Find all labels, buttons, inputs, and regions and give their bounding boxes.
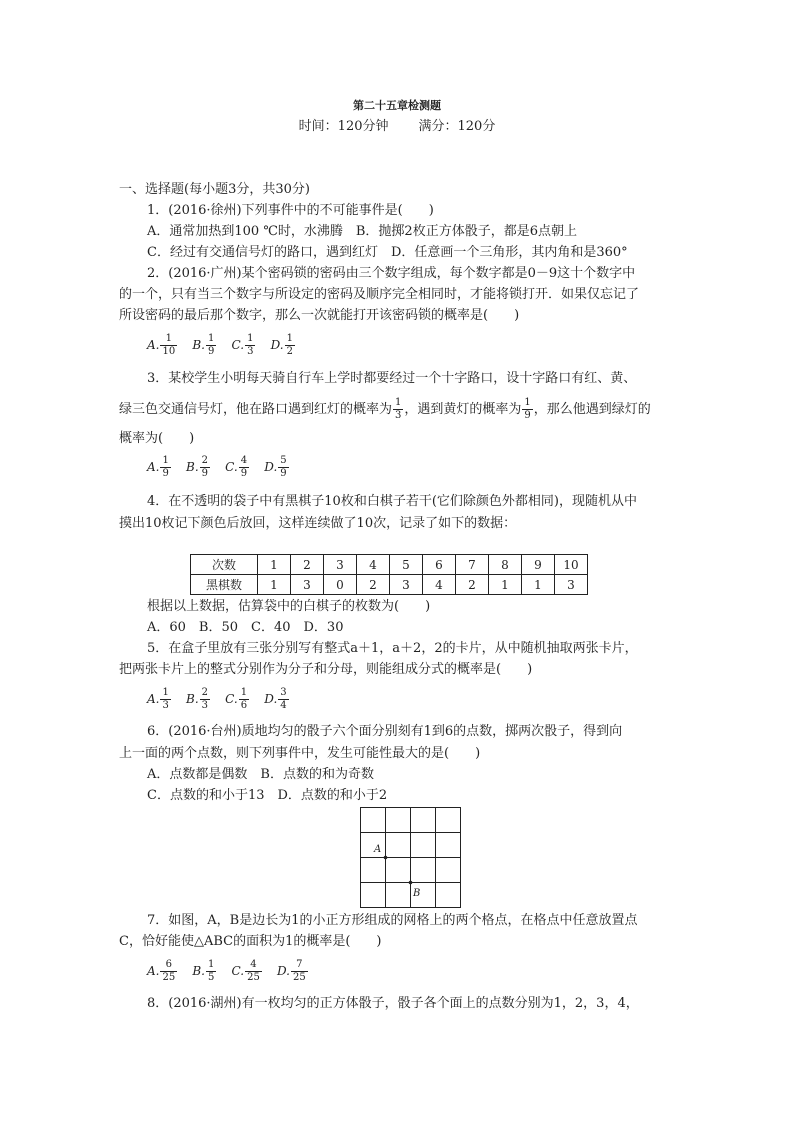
time-limit: 时间：120分钟 xyxy=(298,119,389,134)
table-cell: 8 xyxy=(489,555,522,575)
q3-option-a: A. $\frac{1}{9}$ xyxy=(147,455,169,479)
q2-option-c: C. $\frac{1}{3}$ xyxy=(231,333,254,357)
table-cell: 3 xyxy=(555,575,588,595)
table-cell: 2 xyxy=(357,575,390,595)
q2-option-b: B. $\frac{1}{9}$ xyxy=(192,333,215,357)
q6-stem-1: 6．(2016·台州)质地均匀的骰子六个面分别刻有1到6的点数，掷两次骰子，得到向 xyxy=(147,724,623,739)
section-heading: 一、选择题(每小题3分，共30分) xyxy=(119,182,310,197)
table-cell: 1 xyxy=(522,575,555,595)
table-cell: 7 xyxy=(456,555,489,575)
q3-options xyxy=(147,452,300,483)
table-cell: 3 xyxy=(324,555,357,575)
q6-options-ab: A．点数都是偶数 B．点数的和为奇数 xyxy=(147,767,374,782)
q4-stem-3: 根据以上数据，估算袋中的白棋子的枚数为( ) xyxy=(147,599,431,614)
q4-stem-2: 摸出10枚记下颜色后放回，这样连续做了10次，记录了如下的数据： xyxy=(119,516,517,531)
q2-stem-1: 2．(2016·广州)某个密码锁的密码由三个数字组成，每个数字都是0－9这十个数字中 xyxy=(147,266,636,281)
table-cell: 1 xyxy=(258,555,291,575)
q5-option-a: A. $\frac{1}{3}$ xyxy=(147,687,169,711)
q7-stem-1: 7．如图，A，B是边长为1的小正方形组成的网格上的两个格点，在格点中任意放置点 xyxy=(147,913,638,928)
q6-options-cd: C．点数的和小于13 D．点数的和小于2 xyxy=(147,788,388,803)
q7-options xyxy=(147,956,319,987)
q5-option-c: C. $\frac{1}{6}$ xyxy=(225,687,248,711)
q1-options-ab: A．通常加热到100 ℃时，水沸腾 B．抛掷2枚正方体骰子，都是6点朝上 xyxy=(147,224,577,239)
q4-stem-1: 4．在不透明的袋子中有黑棋子10枚和白棋子若干(它们除颜色外都相同)，现随机从中 xyxy=(147,494,637,509)
q7-stem-2: C，恰好能使△ABC的面积为1的概率是( ) xyxy=(119,934,382,949)
table-cell: 3 xyxy=(291,575,324,595)
table-row xyxy=(191,575,588,595)
table-cell: 2 xyxy=(291,555,324,575)
q7-option-c: C. $\frac{4}{25}$ xyxy=(231,959,260,983)
label-a: A xyxy=(374,844,382,855)
q3-option-c: C. $\frac{4}{9}$ xyxy=(225,455,248,479)
q5-stem-2: 把两张卡片上的整式分别作为分子和分母，则能组成分式的概率是( ) xyxy=(119,662,533,677)
table-cell: 2 xyxy=(456,575,489,595)
q4-data-table xyxy=(190,554,588,595)
q3-option-b: B. $\frac{2}{9}$ xyxy=(186,455,209,479)
q7-option-d: D. $\frac{7}{25}$ xyxy=(276,959,306,983)
exam-info xyxy=(0,119,794,135)
q3-red-probability: $\frac{1}{3}$ xyxy=(395,397,402,421)
q7-option-a: A. $\frac{6}{25}$ xyxy=(147,959,176,983)
table-cell: 6 xyxy=(423,555,456,575)
point-a xyxy=(384,856,388,860)
q8-stem-1: 8．(2016·湖州)有一枚均匀的正方体骰子，骰子各个面上的点数分别为1，2，3，4， xyxy=(147,996,639,1011)
full-score: 满分：120分 xyxy=(418,119,496,134)
table-cell: 1 xyxy=(489,575,522,595)
page-title: 第二十五章检测题 xyxy=(353,99,441,112)
table-header-cell: 次数 xyxy=(191,555,258,575)
q3-stem-2: 绿三色交通信号灯，他在路口遇到红灯的概率为 $\frac{1}{3}$ ，遇到黄灯的概率为 $\frac{1}{9}$ ，那么他遇到绿灯的 xyxy=(119,397,651,421)
table-cell: 0 xyxy=(324,575,357,595)
q2-stem-3: 所设密码的最后那个数字，那么一次就能打开该密码锁的概率是( ) xyxy=(119,308,520,323)
q1-options-cd: C．经过有交通信号灯的路口，遇到红灯 D．任意画一个三角形，其内角和是360° xyxy=(147,245,628,260)
q1-stem: 1．(2016·徐州)下列事件中的不可能事件是( ) xyxy=(147,203,434,218)
table-cell: 5 xyxy=(390,555,423,575)
table-cell: 4 xyxy=(357,555,390,575)
table-cell: 4 xyxy=(423,575,456,595)
q2-option-d: D. $\frac{1}{2}$ xyxy=(270,333,293,357)
q5-options xyxy=(147,684,300,715)
q3-option-d: D. $\frac{5}{9}$ xyxy=(264,455,287,479)
q6-stem-2: 上一面的两个点数，则下列事件中，发生可能性最大的是( ) xyxy=(119,746,481,761)
q5-option-d: D. $\frac{3}{4}$ xyxy=(264,687,287,711)
q3-stem-1: 3．某校学生小明每天骑自行车上学时都要经过一个十字路口，设十字路口有红、黄、 xyxy=(147,371,637,386)
q2-stem-2: 的一个，只有当三个数字与所设定的密码及顺序完全相同时，才能将锁打开．如果仅忘记了 xyxy=(119,287,640,302)
table-row xyxy=(191,555,588,575)
q5-option-b: B. $\frac{2}{3}$ xyxy=(186,687,209,711)
q3-yellow-probability: $\frac{1}{9}$ xyxy=(524,397,531,421)
q2-option-a: A. $\frac{1}{10}$ xyxy=(147,333,176,357)
q2-options xyxy=(147,330,306,361)
grid-figure xyxy=(360,807,462,909)
table-cell: 10 xyxy=(555,555,588,575)
q7-option-b: B. $\frac{1}{5}$ xyxy=(192,959,215,983)
point-b xyxy=(409,881,413,885)
table-cell: 9 xyxy=(522,555,555,575)
table-header-cell: 黑棋数 xyxy=(191,575,258,595)
q3-stem-3: 概率为( ) xyxy=(119,431,195,446)
label-b: B xyxy=(413,888,421,899)
q5-stem-1: 5．在盒子里放有三张分别写有整式a＋1，a＋2，2的卡片，从中随机抽取两张卡片， xyxy=(147,641,638,656)
table-cell: 1 xyxy=(258,575,291,595)
table-cell: 3 xyxy=(390,575,423,595)
q4-options: A．60 B．50 C．40 D．30 xyxy=(147,620,344,635)
